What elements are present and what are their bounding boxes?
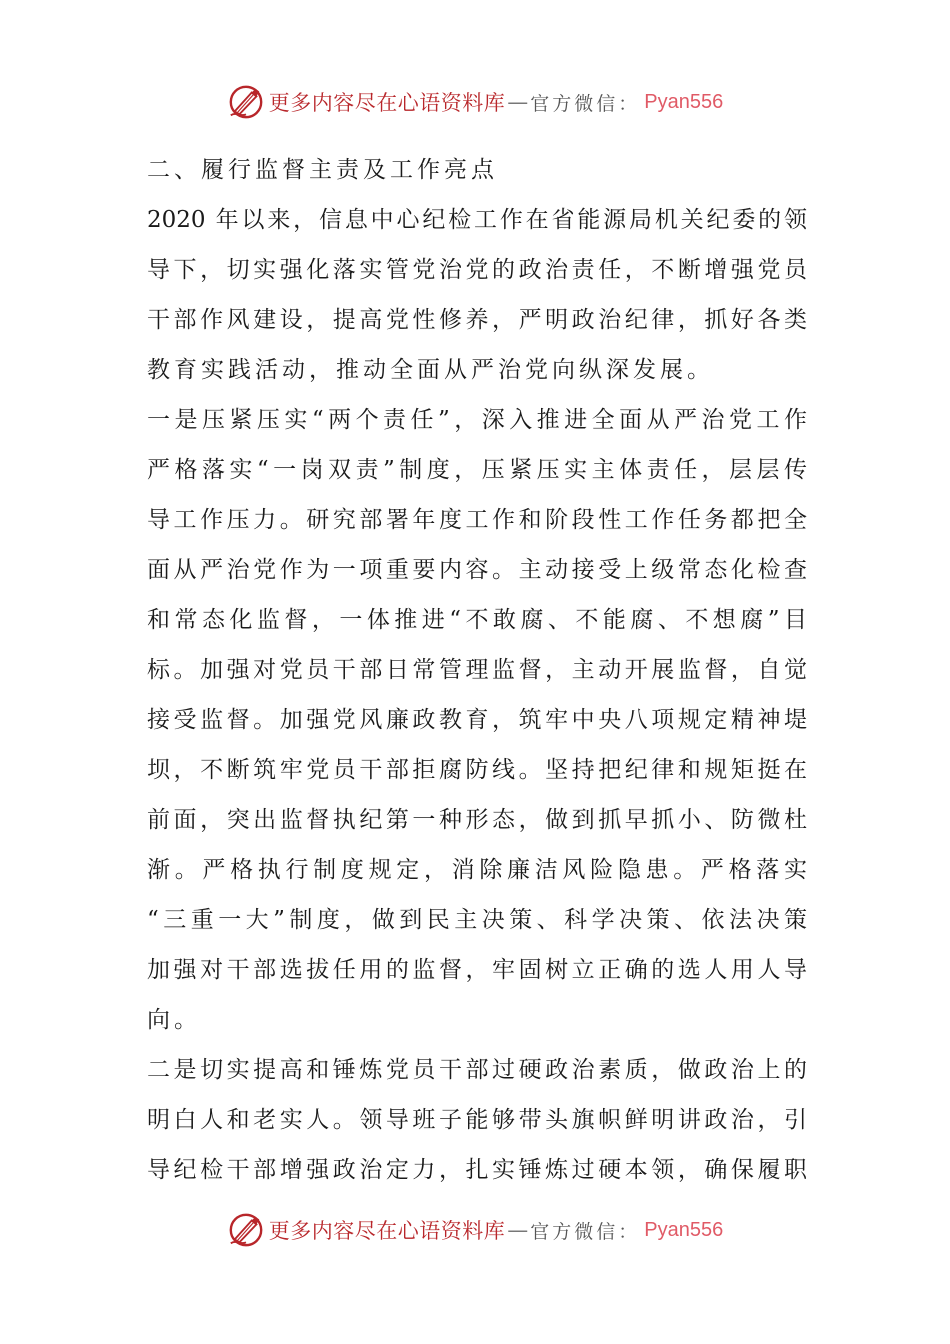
text-line: 加强对干部选拔任用的监督，牢固树立正确的选人用人导 [147,957,807,983]
text-line: 教育实践活动，推动全面从严治党向纵深发展。 [147,357,714,383]
header-banner [0,80,950,124]
text-line: 渐。严格执行制度规定，消除廉洁风险隐患。严格落实 [147,857,807,883]
banner-wechat-id: Pyan556 [644,90,724,113]
text-line: 向。 [147,1007,201,1033]
banner-official-label: 官方微信： [530,1220,641,1243]
banner-brand-text: 更多内容尽在心语资料库 [268,1219,506,1243]
footer-banner [0,1208,950,1252]
text-line: 二是切实提高和锤炼党员干部过硬政治素质，做政治上的 [147,1057,807,1083]
banner-wechat-id: Pyan556 [644,1218,724,1241]
text-line: 坝，不断筑牢党员干部拒腐防线。坚持把纪律和规矩挺在 [147,757,807,783]
pen-nib-logo-icon [227,83,265,121]
text-line: 2020 年以来，信息中心纪检工作在省能源局机关纪委的领 [147,207,807,233]
text-line: 标。加强对党员干部日常管理监督，主动开展监督，自觉 [147,657,807,683]
text-line: 和常态化监督，一体推进“不敢腐、不能腐、不想腐”目 [147,607,807,633]
banner-brand-text: 更多内容尽在心语资料库 [268,91,506,115]
text-line: 导下，切实强化落实管党治党的政治责任，不断增强党员 [147,257,807,283]
banner-dash: — [507,90,529,114]
banner-dash: — [507,1218,529,1242]
text-line: 干部作风建设，提高党性修养，严明政治纪律，抓好各类 [147,307,807,333]
text-line: 导工作压力。研究部署年度工作和阶段性工作任务都把全 [147,507,807,533]
text-line: 导纪检干部增强政治定力，扎实锤炼过硬本领，确保履职 [147,1157,807,1183]
text-line: “三重一大”制度，做到民主决策、科学决策、依法决策 [147,907,807,933]
pen-nib-logo-icon [227,1211,265,1249]
document-body [147,145,807,1195]
text-line: 一是压紧压实“两个责任”，深入推进全面从严治党工作 [147,407,807,433]
text-line: 二、履行监督主责及工作亮点 [147,157,498,183]
text-line: 明白人和老实人。领导班子能够带头旗帜鲜明讲政治，引 [147,1107,807,1133]
text-line: 接受监督。加强党风廉政教育，筑牢中央八项规定精神堤 [147,707,807,733]
text-line: 前面，突出监督执纪第一种形态，做到抓早抓小、防微杜 [147,807,807,833]
text-line: 严格落实“一岗双责”制度，压紧压实主体责任，层层传 [147,457,807,483]
text-line: 面从严治党作为一项重要内容。主动接受上级常态化检查 [147,557,807,583]
banner-official-label: 官方微信： [530,92,641,115]
